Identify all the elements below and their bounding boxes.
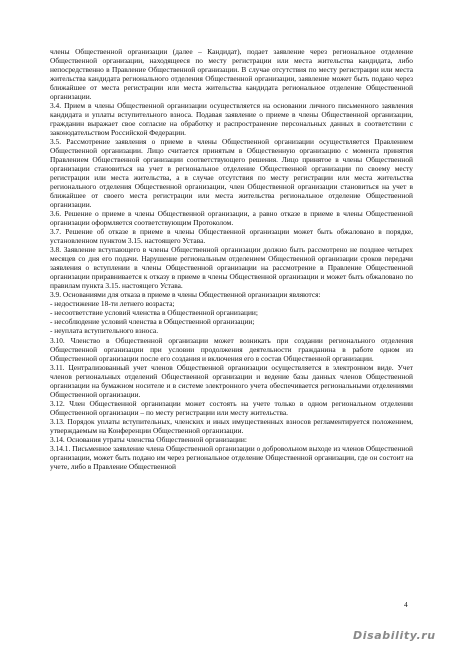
paragraph-3-4: 3.4. Прием в члены Общественной организации осуществляется на основании личного письменного заявления кандидата и уплаты вступительного взноса. Подавая заявление о приеме в члены Общественной организации, гражданин выражает свое согласие на обработку и распространение персональных данных в соответствии с законодательством Российской Федерации. (50, 101, 413, 138)
paragraph-3-12: 3.12. Член Общественной организации может состоять на учете только в одном региональном отделении Общественной организации – по месту регистрации или месту жительства. (50, 398, 413, 417)
document-body (50, 47, 413, 471)
list-item-nonconformity: - несоответствие условий членства в Общественной организации; (50, 308, 258, 318)
paragraph-3-13: 3.13. Порядок уплаты вступительных, членских и иных имущественных взносов регламентируется положением, утверждаемым на Конференции Общественной организации. (50, 416, 413, 435)
list-item-noncompliance: - несоблюдение условий членства в Общественной организации; (50, 317, 255, 327)
list-item-age: - недостижение 18-ти летнего возраста; (50, 299, 175, 309)
paragraph-3-7: 3.7. Решение об отказе в приеме в члены Общественной организации может быть обжаловано в порядке, установленном пунктом 3.15. настоящего Устава. (50, 227, 413, 246)
page-number: 4 (404, 600, 408, 609)
paragraph-3-6: 3.6. Решение о приеме в члены Общественной организации, а равно отказе в приеме в члены Общественной организации оформляется соответствующим Протоколом. (50, 209, 413, 228)
paragraph-3-14: 3.14. Основания утраты членства Общественной организации: (50, 434, 247, 444)
paragraph-3-14-1: 3.14.1. Письменное заявление члена Общественной организации о добровольном выходе из членов Общественной организации, может быть подано им через региональное отделение Общественной организации, где он состоит на учете, либо в Правление Общественной (50, 443, 413, 471)
paragraph-3-5: 3.5. Рассмотрение заявления о приеме в члены Общественной организации осуществляется Правлением Общественной организации. Лицо считается принятым в Общественную организацию с момента принятия Правлением Общественной организации соответствующего решения. Лицо принятое в члены Общественной организации становиться на учет в региональное отделение Общественной организации по своему месту регистрации или места жительства, а в случае отсутствия по месту регистрации или места жительства регионального отделения Общественной организации, член Общественной организации становиться на учет в ближайшее от своего места регистрации или места жительства региональное отделение Общественной организации. (50, 137, 413, 210)
list-item-fee: - неуплата вступительного взноса. (50, 326, 159, 336)
paragraph-3-10: 3.10. Членство в Общественной организации может возникать при создании регионального отделения Общественной организации при условии продолжения деятельности гражданина в работе одном из Общественной организации после его создания и включения его в состав Общественной организации. (50, 335, 413, 363)
watermark-logo: Disability.ru (353, 629, 436, 642)
paragraph-3-8: 3.8. Заявление вступающего в члены Общественной организации должно быть рассмотрено не позднее четырех месяцев со дня его подачи. Нарушение региональным отделением Общественной организации сроков передачи заявления о вступлении в члены Общественной организации на рассмотрение в Правление Общественной организации приравнивается к отказу в приеме в члены Общественной организации и может быть обжаловано по правилам пункта 3.15. настоящего Устава. (50, 245, 413, 291)
paragraph-intro: члены Общественной организации (далее – Кандидат), подает заявление через региональное отделение Общественной организации, находящееся по месту регистрации или места жительства кандидата, либо непосредственно в Правление Общественной организации. В случае отсутствия по месту регистрации или места жительства кандидата регионального отделения Общественной организации, заявление может быть подано через ближайшее от места регистрации или места жительства кандидата региональное отделение Общественной организации. (50, 47, 413, 102)
paragraph-3-9: 3.9. Основаниями для отказа в приеме в члены Общественной организации являются: (50, 290, 321, 300)
paragraph-3-11: 3.11. Централизованный учет членов Общественной организации осуществляется в электронном виде. Учет членов региональных отделений Общественной организации и ведение базы данных членов Общественной организации на бумажном носителе и в системе электронного учета обеспечивается региональными отделениями Общественной организации. (50, 362, 413, 399)
